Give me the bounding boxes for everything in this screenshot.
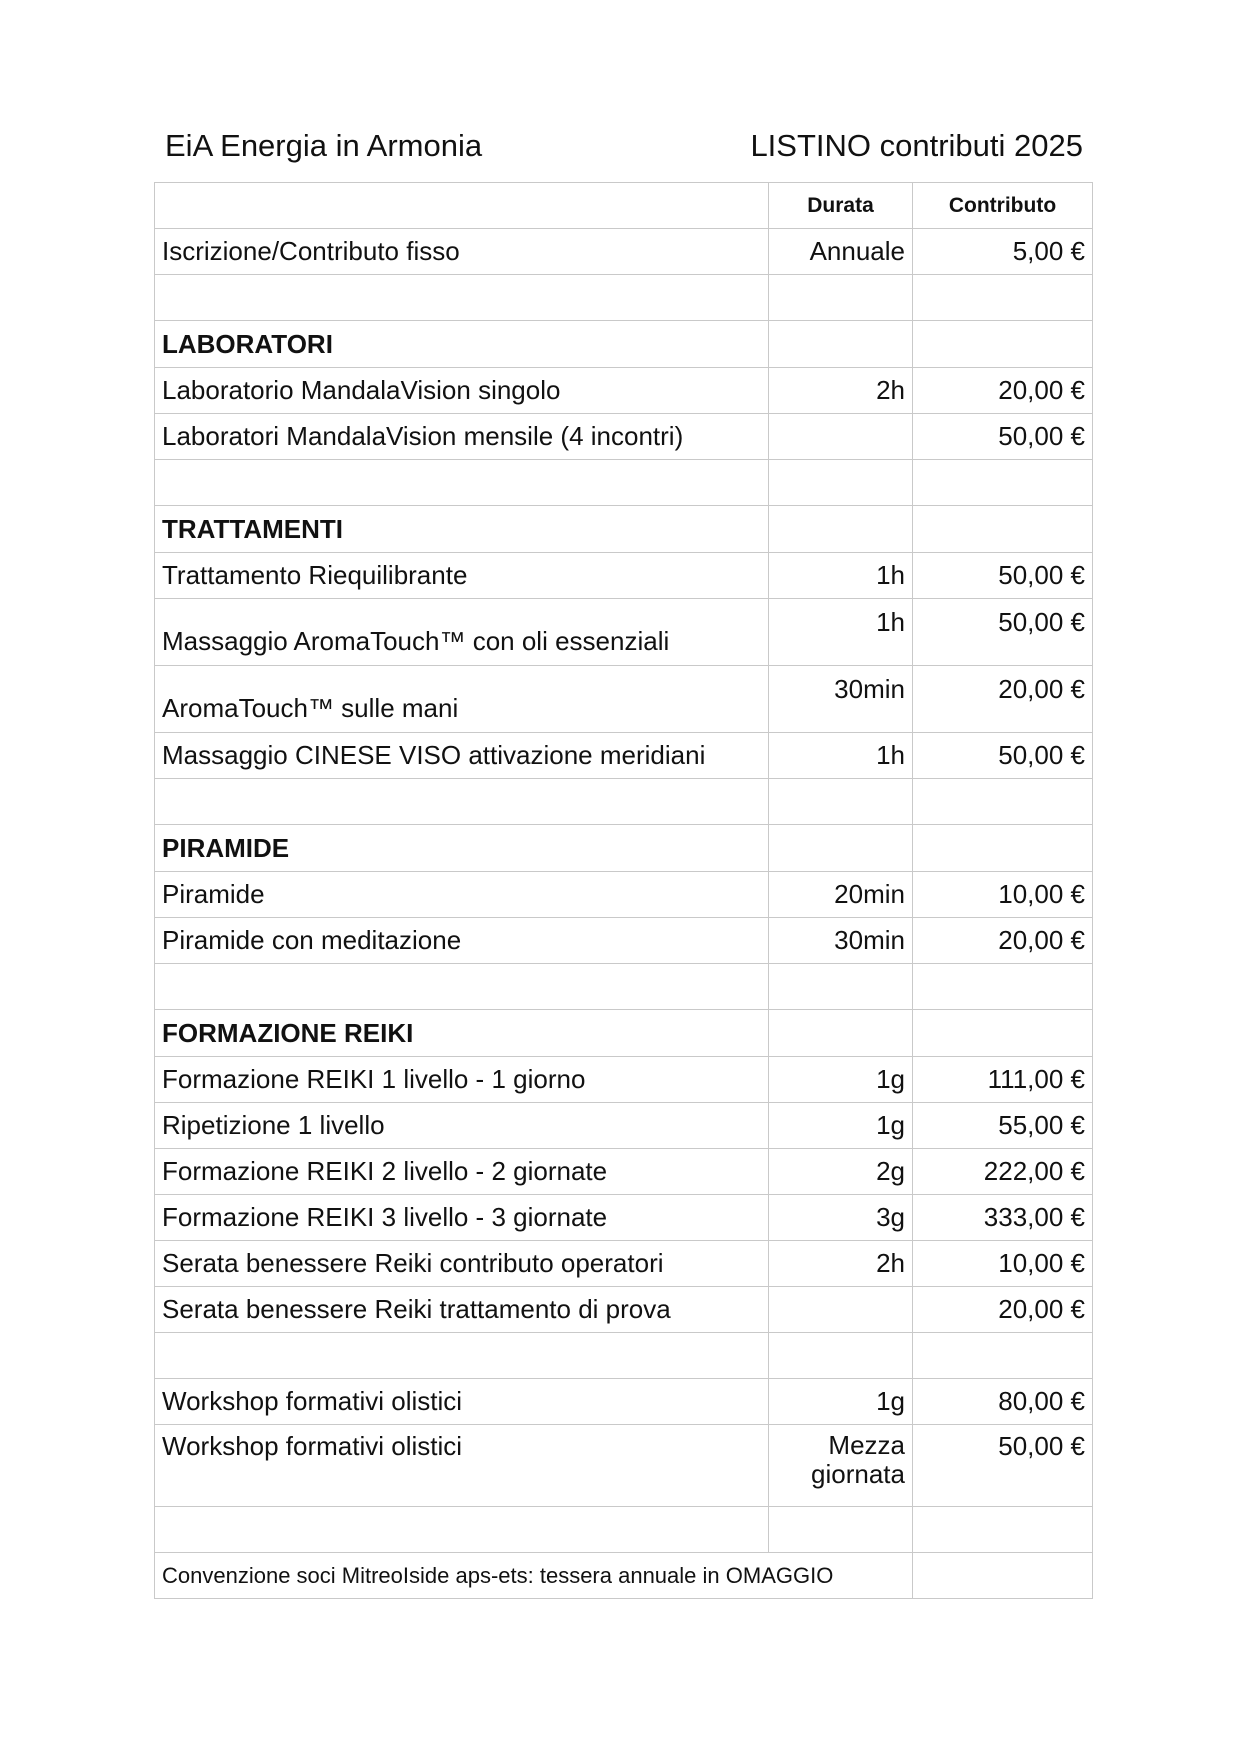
service-name: Trattamento Riequilibrante: [155, 553, 769, 599]
blank-row: [155, 779, 1093, 825]
duration-cell: 1h: [769, 599, 913, 666]
price-cell: 55,00 €: [913, 1103, 1093, 1149]
section-heading: TRATTAMENTI: [155, 506, 769, 553]
blank-row: [155, 964, 1093, 1010]
duration-cell: 1g: [769, 1103, 913, 1149]
table-row: [155, 733, 1093, 779]
service-name: Serata benessere Reiki contributo operatori: [155, 1241, 769, 1287]
table-header-row: [155, 183, 1093, 229]
empty-cell: [769, 1507, 913, 1553]
section-heading: LABORATORI: [155, 321, 769, 368]
duration-cell: 1g: [769, 1379, 913, 1425]
empty-cell: [769, 1333, 913, 1379]
duration-cell: 2h: [769, 368, 913, 414]
price-cell: 80,00 €: [913, 1379, 1093, 1425]
empty-cell: [155, 275, 769, 321]
duration-cell: 30min: [769, 918, 913, 964]
table-row: [155, 368, 1093, 414]
empty-cell: [769, 825, 913, 872]
table-row: [155, 666, 1093, 733]
empty-cell: [769, 779, 913, 825]
membership-note: Convenzione soci MitreoIside aps-ets: tessera annuale in OMAGGIO: [155, 1553, 913, 1599]
table-row: [155, 1241, 1093, 1287]
empty-cell: [913, 1553, 1093, 1599]
table-row: [155, 1057, 1093, 1103]
service-name: Iscrizione/Contributo fisso: [155, 229, 769, 275]
table-row: [155, 1149, 1093, 1195]
duration-cell: [769, 1287, 913, 1333]
service-name: Massaggio CINESE VISO attivazione meridiani: [155, 733, 769, 779]
service-name: Massaggio AromaTouch™ con oli essenziali: [155, 599, 769, 666]
duration-cell: [769, 414, 913, 460]
header-duration-cell: Durata: [769, 183, 913, 229]
empty-cell: [155, 779, 769, 825]
price-cell: 5,00 €: [913, 229, 1093, 275]
price-cell: 10,00 €: [913, 872, 1093, 918]
duration-cell: 3g: [769, 1195, 913, 1241]
empty-cell: [913, 779, 1093, 825]
empty-cell: [913, 1507, 1093, 1553]
blank-row: [155, 275, 1093, 321]
section-heading-row: [155, 825, 1093, 872]
duration-cell: 1h: [769, 553, 913, 599]
service-name: Ripetizione 1 livello: [155, 1103, 769, 1149]
price-cell: 50,00 €: [913, 1425, 1093, 1507]
empty-cell: [769, 964, 913, 1010]
duration-cell: 20min: [769, 872, 913, 918]
table-row: [155, 1195, 1093, 1241]
table-row: [155, 872, 1093, 918]
blank-row: [155, 1507, 1093, 1553]
service-name: Formazione REIKI 2 livello - 2 giornate: [155, 1149, 769, 1195]
empty-cell: [155, 1507, 769, 1553]
price-list-table: [154, 182, 1093, 1599]
price-cell: 333,00 €: [913, 1195, 1093, 1241]
price-cell: 10,00 €: [913, 1241, 1093, 1287]
table-row: [155, 599, 1093, 666]
document-header: [165, 128, 1083, 172]
table-row: [155, 1425, 1093, 1507]
service-name: Laboratori MandalaVision mensile (4 incontri): [155, 414, 769, 460]
service-name: Serata benessere Reiki trattamento di prova: [155, 1287, 769, 1333]
duration-cell: 2h: [769, 1241, 913, 1287]
service-name: Workshop formativi olistici: [155, 1425, 769, 1507]
empty-cell: [913, 825, 1093, 872]
price-cell: 111,00 €: [913, 1057, 1093, 1103]
section-heading: PIRAMIDE: [155, 825, 769, 872]
duration-cell: Annuale: [769, 229, 913, 275]
empty-cell: [155, 1333, 769, 1379]
section-heading-row: [155, 1010, 1093, 1057]
section-heading: FORMAZIONE REIKI: [155, 1010, 769, 1057]
empty-cell: [913, 275, 1093, 321]
blank-row: [155, 460, 1093, 506]
empty-cell: [155, 964, 769, 1010]
price-cell: 50,00 €: [913, 553, 1093, 599]
table-row: [155, 553, 1093, 599]
empty-cell: [155, 460, 769, 506]
service-name: Laboratorio MandalaVision singolo: [155, 368, 769, 414]
blank-row: [155, 1333, 1093, 1379]
empty-cell: [913, 460, 1093, 506]
price-cell: 20,00 €: [913, 1287, 1093, 1333]
table-row: [155, 229, 1093, 275]
header-name-cell: [155, 183, 769, 229]
table-row: [155, 918, 1093, 964]
table-row: [155, 1379, 1093, 1425]
duration-cell: 30min: [769, 666, 913, 733]
empty-cell: [913, 1333, 1093, 1379]
table-row: [155, 414, 1093, 460]
empty-cell: [913, 964, 1093, 1010]
empty-cell: [769, 275, 913, 321]
organization-name: EiA Energia in Armonia: [165, 128, 483, 163]
empty-cell: [913, 321, 1093, 368]
price-cell: 20,00 €: [913, 368, 1093, 414]
service-name: AromaTouch™ sulle mani: [155, 666, 769, 733]
duration-cell: 2g: [769, 1149, 913, 1195]
service-name: Formazione REIKI 1 livello - 1 giorno: [155, 1057, 769, 1103]
note-row: [155, 1553, 1093, 1599]
service-name: Piramide con meditazione: [155, 918, 769, 964]
header-price-cell: Contributo: [913, 183, 1093, 229]
duration-cell: Mezza giornata: [769, 1425, 913, 1507]
service-name: Piramide: [155, 872, 769, 918]
empty-cell: [769, 460, 913, 506]
empty-cell: [769, 1010, 913, 1057]
price-cell: 20,00 €: [913, 918, 1093, 964]
empty-cell: [913, 1010, 1093, 1057]
table-row: [155, 1103, 1093, 1149]
duration-cell: 1h: [769, 733, 913, 779]
duration-cell: 1g: [769, 1057, 913, 1103]
empty-cell: [769, 321, 913, 368]
price-cell: 50,00 €: [913, 733, 1093, 779]
price-cell: 50,00 €: [913, 599, 1093, 666]
table-row: [155, 1287, 1093, 1333]
price-cell: 222,00 €: [913, 1149, 1093, 1195]
service-name: Workshop formativi olistici: [155, 1379, 769, 1425]
section-heading-row: [155, 321, 1093, 368]
document-title: LISTINO contributi 2025: [750, 128, 1083, 163]
empty-cell: [913, 506, 1093, 553]
price-list-body: [155, 183, 1093, 1599]
price-cell: 20,00 €: [913, 666, 1093, 733]
service-name: Formazione REIKI 3 livello - 3 giornate: [155, 1195, 769, 1241]
section-heading-row: [155, 506, 1093, 553]
price-cell: 50,00 €: [913, 414, 1093, 460]
empty-cell: [769, 506, 913, 553]
